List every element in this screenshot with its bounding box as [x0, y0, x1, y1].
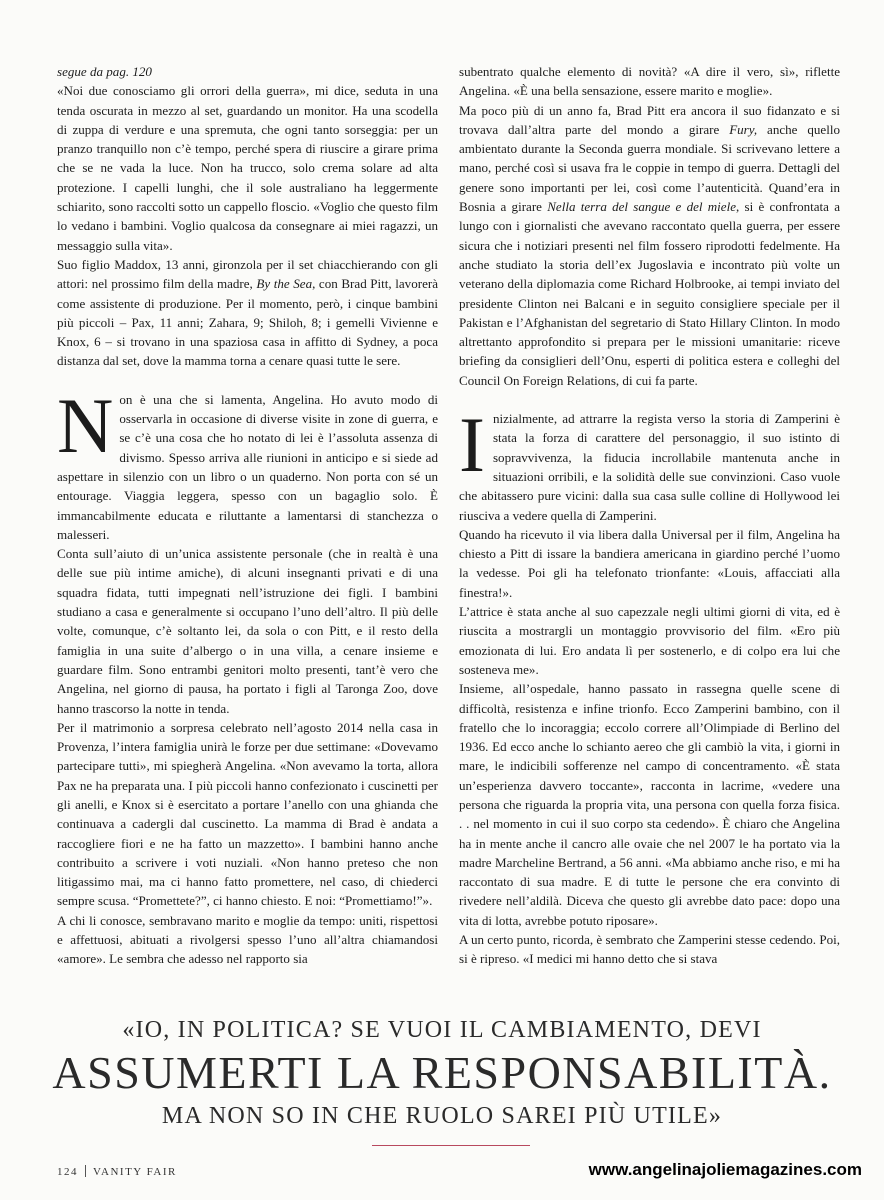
article-column-right — [459, 62, 840, 969]
paragraph: Quando ha ricevuto il via libera dalla Universal per il film, Angelina ha chiesto a Pitt di issare la bandiera americana in giardino perché l’uomo la vedesse. Poi gli ha telefonato trionfante: «Louis, affacciati alla finestra!». — [459, 526, 840, 600]
accent-divider — [372, 1145, 530, 1146]
paragraph-dropcap — [57, 381, 438, 544]
page-footer — [57, 1165, 177, 1178]
continued-from-note: segue da pag. 120 — [57, 64, 152, 79]
paragraph: Insieme, all’ospedale, hanno passato in rassegna quelle scene di difficoltà, resistenza e infine trionfo. Ecco Zamperini bambino, con il fratello che lo incoraggia; eccolo correre all’Olimpiade di Berlino del 1936. Ed ecco anche lo schianto aereo che gli cambiò la vita, i giorni in mare, le indicibili sofferenze nel campo di concentramento. «È stata un’esperienza davvero toccante», racconta in lacrime, «vedere una persona che riguarda la propria vita, una persona con quella forza fisica. . . nel momento in cui il suo corpo sta cedendo». È chiaro che Angelina ha in mente anche il cancro alle ovaie che nel 2007 le ha portato via la madre Marcheline Bertrand, a 56 anni. «Ma abbiamo anche riso, e mi ha raccontato di sua madre. E di tutte le persone che era convinto di rivedere nell’aldilà. Diceva che questo gli avrebbe dato pace: dopo una vita di lotta, avrebbe potuto riposare». — [459, 681, 840, 928]
article-column-left — [57, 62, 438, 969]
pull-quote-line-2: ASSUMERTI LA RESPONSABILITÀ. — [52, 1047, 832, 1098]
pull-quote — [30, 1015, 854, 1131]
paragraph-text: nizialmente, ad attrarre la regista verso la storia di Zamperini è stata la forza di carattere del personaggio, il suo istinto di sopravvivenza, la fiducia incrollabile mantenuta anche in situazioni orribili, e la solidità delle sue convinzioni. Caso vuole che abitassero pure vicini: dalla sua casa sulle colline di Hollywood lei riusciva a vedere quella di Zamperini. — [459, 411, 840, 523]
paragraph-text: , si è confrontata a lungo con i giornalisti che avevano raccontato quella guerra, per essere sicura che i notiziari presenti nel film fossero riprodotti fedelmente. Ha anche studiato la storia dell’ex Jugoslavia e incontrato più volte un veterano della diplomazia come Richard Holbrooke, ai tempi inviato del presidente Clinton nei Balcani e in seguito consigliere speciale per il Pakistan e l’Afghanistan del segretario di Stato Hillary Clinton. In modo altrettanto approfondito si prepara per le missioni umanitarie: riceve briefing da consiglieri dell’Onu, esperti di politica estera e colleghi del Council On Foreign Relations, di cui fa parte. — [459, 199, 840, 388]
paragraph: L’attrice è stata anche al suo capezzale negli ultimi giorni di vita, ed è riuscita a mostrargli un montaggio provvisorio del film. «Ero più emozionata di lui. Ero andata lì per sostenerlo, e di colpo era lui che sosteneva me». — [459, 604, 840, 677]
paragraph — [459, 101, 840, 390]
paragraph-text: Ma poco più di un anno fa, Brad Pitt era ancora il suo fidanzato e si trovava dall’altra parte del mondo a girare — [459, 102, 840, 137]
watermark-url: www.angelinajoliemagazines.com — [588, 1160, 862, 1179]
paragraph: Conta sull’aiuto di un’unica assistente personale (che in realtà è una delle sue più intime amiche), di alcuni insegnanti privati e di una squadra fidata, tutti impegnati nell’istruzione dei figli. I bambini studiano a casa e generalmente si occupano l’uno dell’altro. Il più delle volte, comunque, c’è soltanto lei, da sola o con Pitt, e il resto della famiglia in una suite d’albergo o in una villa, a cenare insieme e guardare film. Sono entrambi genitori molto presenti, tant’è vero che Angelina, nel giorno di pausa, ha portato i figli al Taronga Zoo, dove hanno trascorso la notte in tenda. — [57, 546, 438, 716]
film-title: Fury, — [729, 121, 758, 137]
paragraph: A chi li conosce, sembravano marito e moglie da tempo: uniti, rispettosi e affettuosi, abituati a rivolgersi spesso l’uno all’altra chiamandosi «amore». Le sembra che adesso nel rapporto sia — [57, 912, 438, 967]
paragraph — [57, 255, 438, 371]
paragraph: «Noi due conosciamo gli orrori della guerra», mi dice, seduta in una tenda oscurata in mezzo al set, guardando un monitor. Ha una scodella di zuppa di verdure e una spremuta, che ogni tanto sorseggia: per un pranzo tranquillo non c’è tempo, perché spera di riuscire a girare prima che se ne vada la luce. Non ha trucco, solo crema solare ad alta protezione. I capelli lunghi, che il sole australiano ha leggermente schiarito, sono raccolti sotto un cappello floscio. «Voglio che questo film lo vedano i bambini. Voglio qualcosa da consegnare ai miei ragazzi, un messaggio sulla vita». — [57, 83, 438, 253]
pull-quote-line-3: MA NON SO IN CHE RUOLO SAREI PIÙ UTILE» — [161, 1103, 723, 1129]
footer-separator — [85, 1165, 86, 1177]
page-number: 124 — [57, 1166, 78, 1178]
paragraph-dropcap — [459, 401, 840, 525]
magazine-name: VANITY FAIR — [93, 1166, 177, 1178]
drop-cap: N — [57, 381, 114, 469]
film-title: Nella terra del sangue e del miele — [547, 199, 737, 215]
pull-quote-line-1: «IO, IN POLITICA? SE VUOI IL CAMBIAMENTO, DEVI — [122, 1017, 762, 1043]
drop-cap: I — [459, 401, 485, 489]
paragraph-text: on è una che si lamenta, Angelina. Ho avuto modo di osservarla in occasione di diverse visite in zone di guerra, e se c’è una cosa che ho notato di lei è l’assoluta assenza di divismo. Spesso arriva alle riunioni in anticipo e si siede ad aspettare in silenzio con un libro o un quaderno. Non porta con sé un entourage. Viaggia leggera, spesso con un bagaglio solo. È immancabilmente educata e riluttante a lamentarsi di stanchezza o malesseri. — [57, 391, 438, 542]
paragraph-text: , con Brad Pitt, lavorerà come assistente di produzione. Per il momento, però, i cinque bambini più piccoli – Pax, 11 anni; Zahara, 9; Shiloh, 8; i gemelli Vivienne e Knox, 6 – si trovano in una spaziosa casa in affitto di Sydney, a poca distanza dal set, dove la mamma torna a cenare quasi tutte le sere. — [57, 276, 439, 369]
paragraph-text: anche quello ambientato durante la Seconda guerra mondiale. Si scrivevano lettere a mano, perché così si usava fra le coppie in tempo di guerra. Dettagli del genere sono importanti per lei, così come l’autenticità. Quand’era in Bosnia a girare — [459, 121, 840, 215]
film-title: By the Sea — [256, 276, 313, 292]
paragraph: subentrato qualche elemento di novità? «A dire il vero, sì», riflette Angelina. «È una bella sensazione, essere marito e moglie». — [459, 64, 840, 99]
paragraph: A un certo punto, ricorda, è sembrato che Zamperini stesse cedendo. Poi, si è ripreso. «I medici mi hanno detto che si stava — [459, 932, 840, 967]
paragraph-text: Suo figlio Maddox, 13 anni, gironzola per il set chiacchierando con gli attori: nel prossimo film della madre, — [57, 256, 438, 292]
paragraph: Per il matrimonio a sorpresa celebrato nell’agosto 2014 nella casa in Provenza, l’intera famiglia unirà le forze per due settimane: «Dovevamo partecipare tutti», mi spiegherà Angelina. «Non avevamo la torta, allora Pax ne ha preparata una. I più piccoli hanno confezionato i cuscinetti per gli anelli, e Knox si è esercitato a portare l’anello con una ghianda che continuava a cadergli dal cuscinetto. La mamma di Brad è andata a raccogliere fiori e ne ha fatto un mazzetto». I bambini hanno anche contribuito a scrivere i voti nuziali. «Non hanno preteso che non litigassimo mai, ma ci hanno fatto promettere, nel caso, di chiederci sempre scusa. “Promettete?”, ci hanno chiesto. E noi: “Promettiamo!”». — [57, 719, 438, 909]
